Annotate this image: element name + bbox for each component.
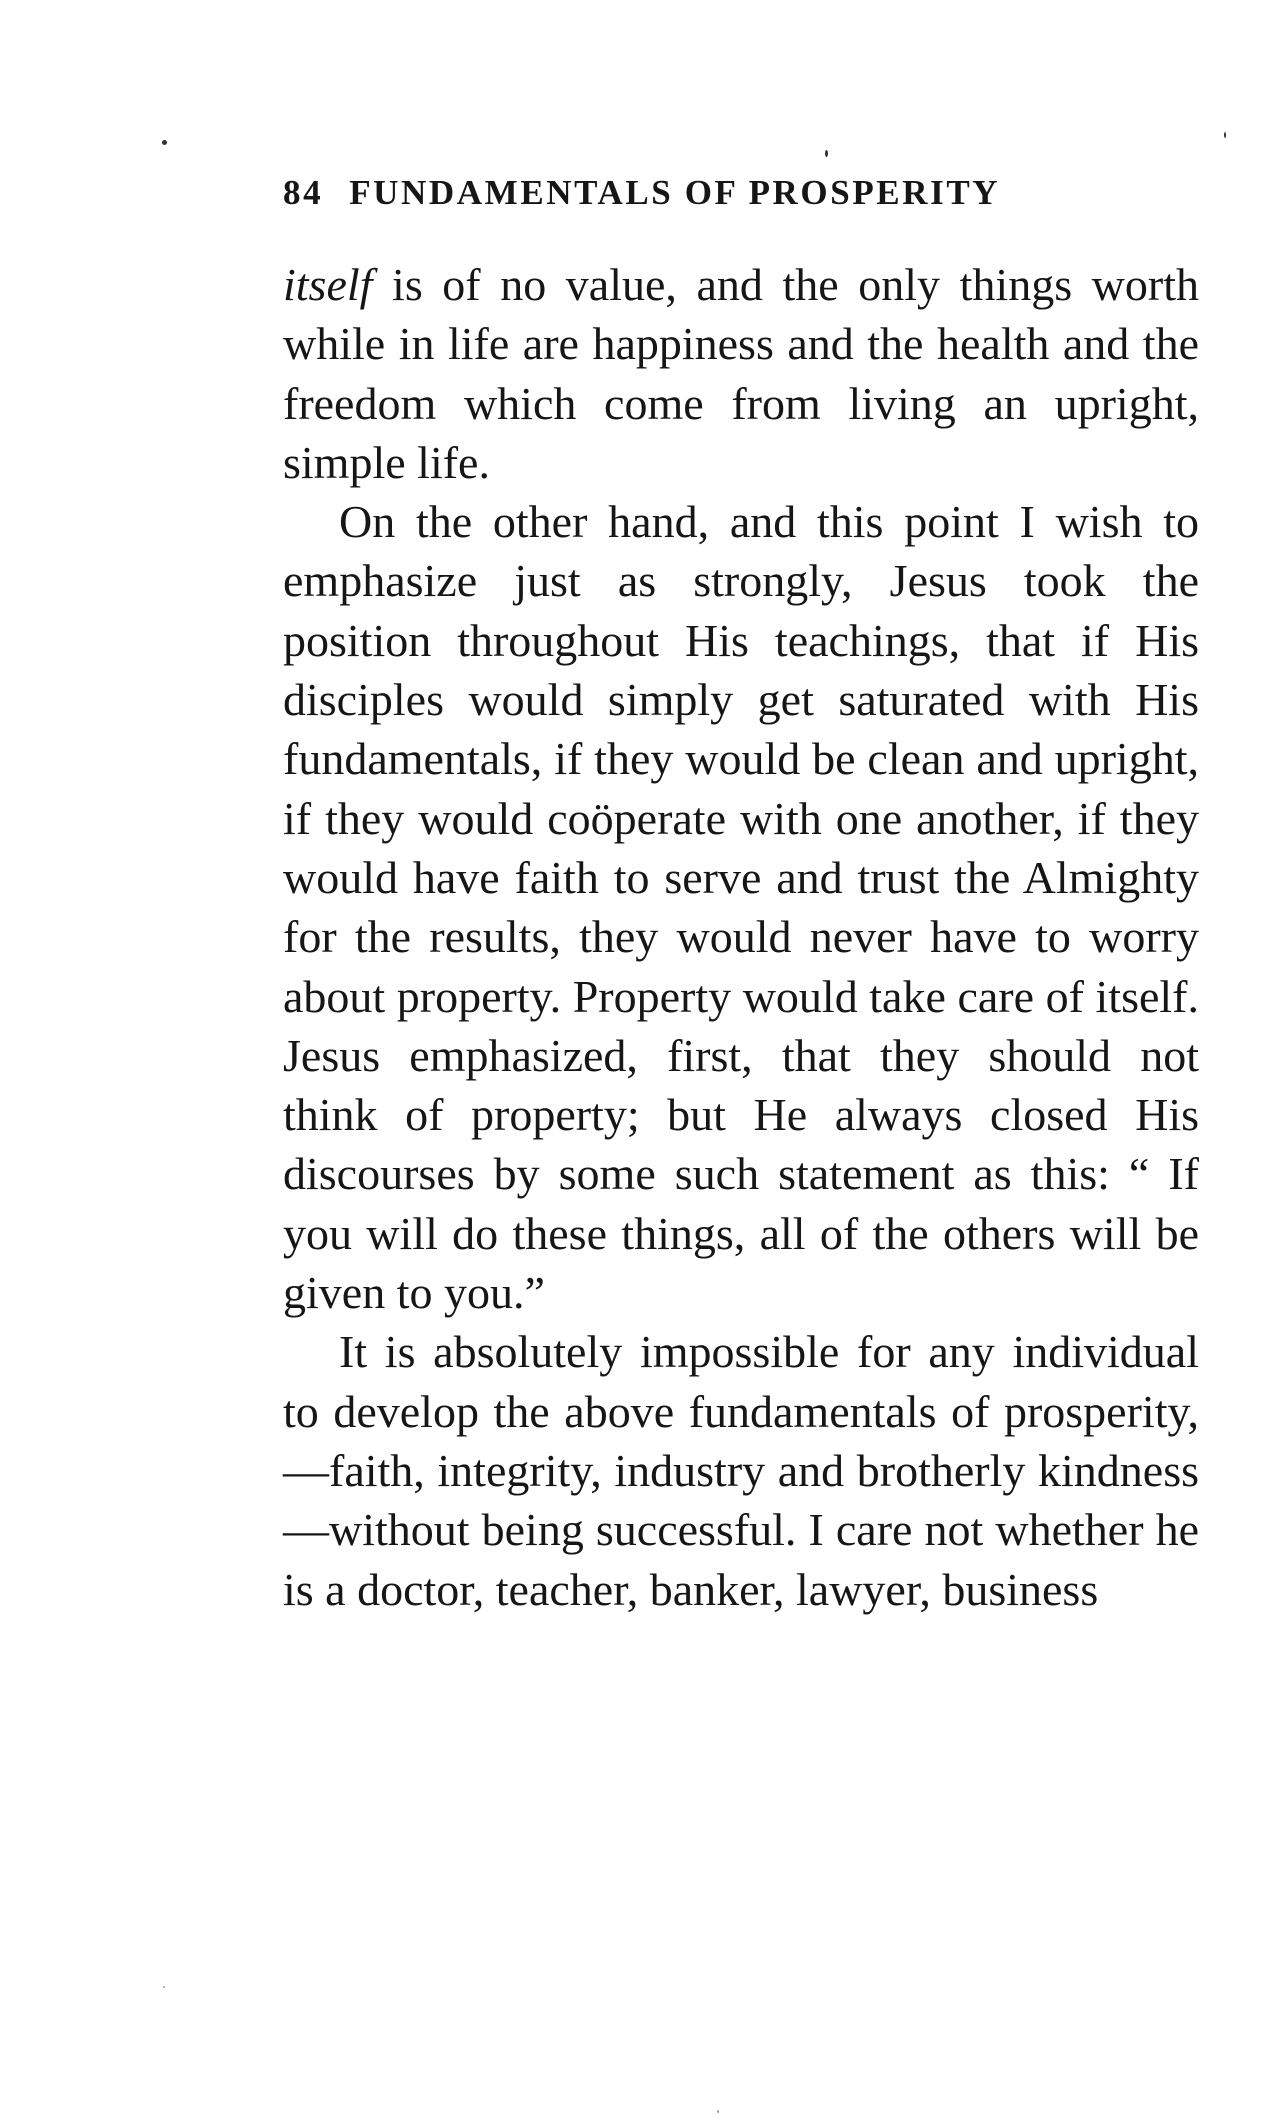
scan-speck: [1224, 132, 1226, 138]
scan-speck: [163, 1986, 165, 1988]
italic-lead-word: itself: [283, 259, 373, 310]
paragraph-2: [283, 492, 1199, 1322]
page-number: 84: [283, 173, 324, 212]
scan-speck: [162, 140, 167, 145]
body-text: [283, 255, 1199, 1619]
paragraph-2-text: On the other hand, and this point I wish to emphasize just as strongly, Jesus took the position throughout His teachings, that if His disciples would simply get saturated with His fundamentals, if they would be clean and upright, if they would coöperate with one another, if they would have faith to serve and trust the Almighty for the results, they would never have to worry about property. Property would take care of itself. Jesus emphasized, first, that they should not think of property; but He always closed His discourses by some such statement as this: “ If you will do these things, all of the others will be given to you.”: [283, 496, 1199, 1319]
running-title: FUNDAMENTALS OF PROSPERITY: [349, 173, 1001, 212]
running-head: [283, 168, 1203, 218]
scan-speck: [717, 2110, 719, 2113]
scan-speck: [825, 150, 828, 157]
paragraph-3-text: It is absolutely impossible for any individual to develop the above fundamentals of prosperity,—faith, integrity, industry and brotherly kindness—without being successful. I care not whether he is a doctor, teacher, banker, lawyer, business: [283, 1326, 1199, 1615]
paragraph-1-text: is of no value, and the only things worth while in life are happiness and the health and the freedom which come from living an upright, simple life.: [283, 259, 1199, 488]
paragraph-1: [283, 255, 1199, 492]
paragraph-3: [283, 1322, 1199, 1618]
